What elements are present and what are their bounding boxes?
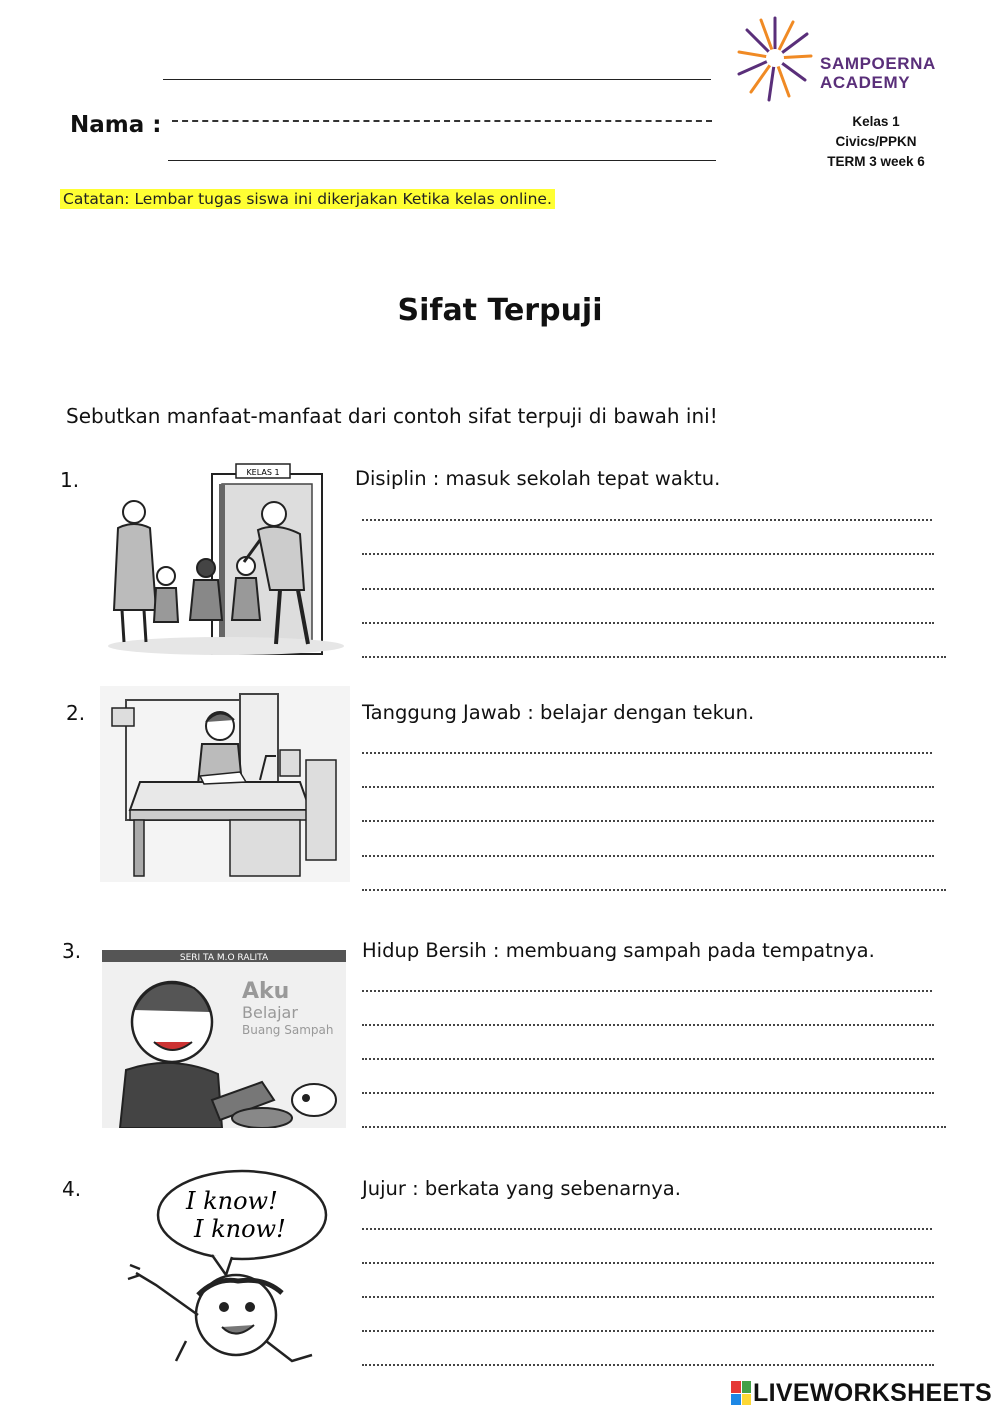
item-1-answer-line-3[interactable] (362, 588, 934, 590)
item-3-answer-line-2[interactable] (362, 1024, 934, 1026)
liveworksheets-text: LIVEWORKSHEETS (753, 1378, 992, 1407)
item-1-answer-line-2[interactable] (362, 553, 934, 555)
item-4-answer-line-3[interactable] (362, 1296, 934, 1298)
bubble-text-2: I know! (194, 1215, 286, 1243)
book-title-2: Belajar (242, 1003, 298, 1022)
book-title-3: Buang Sampah (242, 1023, 334, 1037)
item-4-number: 4. (62, 1177, 82, 1201)
sampoerna-starburst-icon (735, 12, 815, 104)
class-sign-text: KELAS 1 (246, 468, 280, 477)
item-1-number: 1. (60, 468, 80, 492)
item-3-answer-line-4[interactable] (362, 1092, 934, 1094)
class-subject: Civics/PPKN (835, 134, 917, 149)
item-4-prompt: Jujur : berkata yang sebenarnya. (362, 1177, 681, 1200)
item-3-number: 3. (62, 939, 82, 963)
item-4-answer-line-5[interactable] (362, 1364, 934, 1366)
item-3-prompt: Hidup Bersih : membuang sampah pada tempatnya. (362, 939, 875, 962)
brand-line-1: SAMPOERNA (820, 54, 936, 73)
item-3-answer-line-1[interactable] (362, 990, 932, 992)
item-2-prompt: Tanggung Jawab : belajar dengan tekun. (362, 701, 755, 724)
name-label: Nama : (70, 112, 162, 138)
item-4-answer-line-2[interactable] (362, 1262, 934, 1264)
brand-name (820, 54, 936, 92)
item-2-answer-line-2[interactable] (362, 786, 934, 788)
item-1-answer-line-5[interactable] (362, 656, 946, 658)
online-note: Catatan: Lembar tugas siswa ini dikerjakan Ketika kelas online. (60, 189, 555, 209)
item-4-answer-line-1[interactable] (362, 1228, 932, 1230)
studying-boy-picture (100, 686, 350, 882)
book-cover-picture (102, 950, 346, 1128)
school-entrance-picture (104, 460, 348, 656)
item-3-answer-line-3[interactable] (362, 1058, 934, 1060)
book-series-text: SERI TA M.O RALITA (179, 953, 269, 963)
item-2-answer-line-3[interactable] (362, 820, 934, 822)
liveworksheets-badge-icon (731, 1381, 751, 1405)
bubble-text-1: I know! (186, 1187, 278, 1215)
item-2-answer-line-4[interactable] (362, 855, 934, 857)
boy-speech-bubble-picture (116, 1165, 346, 1365)
item-2-answer-line-5[interactable] (362, 889, 946, 891)
item-4-answer-line-4[interactable] (362, 1330, 934, 1332)
name-bottom-rule (168, 160, 716, 161)
name-top-rule (163, 79, 711, 80)
name-input-line[interactable] (172, 120, 712, 122)
instruction-text: Sebutkan manfaat-manfaat dari contoh sifat terpuji di bawah ini! (66, 404, 718, 428)
item-1-answer-line-4[interactable] (362, 622, 934, 624)
class-level: Kelas 1 (852, 114, 900, 129)
item-1-prompt: Disiplin : masuk sekolah tepat waktu. (355, 467, 721, 490)
book-title-1: Aku (242, 979, 290, 1004)
brand-line-2: ACADEMY (820, 73, 911, 92)
class-term: TERM 3 week 6 (827, 154, 925, 169)
item-3-answer-line-5[interactable] (362, 1126, 946, 1128)
item-2-number: 2. (66, 701, 86, 725)
class-info (796, 112, 956, 172)
page-title: Sifat Terpuji (397, 293, 603, 328)
item-2-answer-line-1[interactable] (362, 752, 932, 754)
item-1-answer-line-1[interactable] (362, 519, 932, 521)
liveworksheets-logo[interactable] (731, 1379, 992, 1407)
